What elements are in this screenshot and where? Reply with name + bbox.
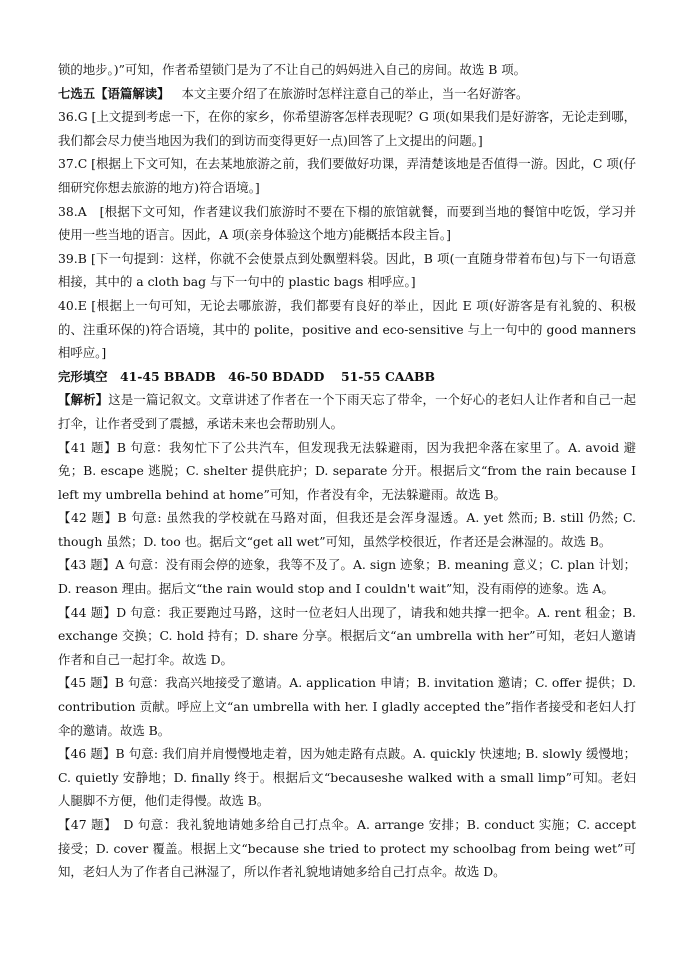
paragraph-q43 [58,553,636,600]
paragraph-text: 40.E [根据上一句可知，无论去哪旅游，我们都要有良好的举止，因此 E 项(好游客是有礼貌的、积极的、注重环保的)符合语境，其中的 polite，positive and eco-sensitive 与上一句中的 good manners 相呼应。] [58,297,636,361]
paragraph-q37 [58,152,636,199]
paragraph-qixuan-header [58,82,636,106]
analysis-label: 【解析】 [58,392,109,408]
paragraph-q47 [58,813,636,884]
paragraph-text: 【44 题】D 句意：我正要跑过马路，这时一位老妇人出现了，请我和她共撑一把伞。A. rent 租金；B. exchange 交换；C. hold 持有；D. share 分享。根据后文“an umbrella with her”可知，老妇人邀请作者和自己一起打伞。故选 D。 [58,604,636,667]
paragraph-intro-tail [58,58,636,82]
paragraph-q41 [58,436,636,507]
paragraph-text: 【46 题】B 句意: 我们肩并肩慢慢地走着，因为她走路有点跛。A. quickly 快速地; B. slowly 缓慢地；C. quietly 安静地；D. finally 终于。根据后文“becauseshe walked with a small limp”可知。老妇人腿脚不方便，他们走得慢。故选 B。 [58,746,636,809]
answer-key-page [58,58,636,884]
paragraph-q38 [58,200,636,247]
paragraph-q40 [58,294,636,365]
paragraph-text: 39.B [下一句提到：这样，你就不会使景点到处飘塑料袋。因此，B 项(一直随身带着布包)与下一句语意相接，其中的 a cloth bag 与下一句中的 plastic bags 相呼应。] [58,250,636,290]
paragraph-text: 【42 题】B 句意: 虽然我的学校就在马路对面，但我还是会浑身湿透。A. yet 然而; B. still 仍然; C. though 虽然；D. too 也。据后文“get all wet”可知，虽然学校很近，作者还是会淋湿的。故选 B。 [58,510,636,549]
paragraph-text: 36.G [上文提到考虑一下，在你的家乡，你希望游客怎样表现呢？G 项(如果我们是好游客，无论走到哪，我们都会尽力使当地因为我们的到访而变得更好一点)回答了上文提出的问题。] [58,109,636,148]
paragraph-q42 [58,506,636,553]
paragraph-analysis [58,388,636,435]
paragraph-q46 [58,742,636,813]
section-heading-cloze: 完形填空 41-45 BBADB 46-50 BDADD 51-55 CAABB [58,368,436,384]
paragraph-text: 37.C [根据上下文可知，在去某地旅游之前，我们要做好功课，弄清楚该地是否值得一游。因此，C 项(仔细研究你想去旅游的地方)符合语境。] [58,156,636,195]
paragraph-q39 [58,247,636,294]
paragraph-text: 【45 题】B 句意：我高兴地接受了邀请。A. application 申请；B. invitation 邀请；C. offer 提供；D. contribution 贡献。呼应上文“an umbrella with her. I gladly accepted the”指作者接受和老妇人打伞的邀请。故选 B。 [58,675,636,738]
paragraph-text: 【41 题】B 句意：我匆忙下了公共汽车，但发现我无法躲避雨，因为我把伞落在家里了。A. avoid 避免；B. escape 逃脱；C. shelter 提供庇护；D. separate 分开。根据后文“from the rain because I left my umbrella behind at home”可知，作者没有伞，无法躲避雨。故选 B。 [58,439,636,502]
paragraph-text: 【47 题】 D 句意：我礼貌地请她多给自己打点伞。A. arrange 安排；B. conduct 实施；C. accept 接受；D. cover 覆盖。根据上文“because she tried to protect my schoolbag from being wet”可知，老妇人为了作者自己淋湿了，所以作者礼貌地请她多给自己打点伞。故选 D。 [58,817,636,880]
paragraph-cloze-header [58,365,636,389]
paragraph-text: 38.A [根据下文可知，作者建议我们旅游时不要在下榻的旅馆就餐，而要到当地的餐馆中吃饭，学习并使用一些当地的语言。因此，A 项(亲身体验这个地方)能概括本段主旨。] [58,203,636,243]
paragraph-q45 [58,671,636,742]
paragraph-text: 【43 题】A 句意：没有雨会停的迹象，我等不及了。A. sign 迹象；B. meaning 意义；C. plan 计划；D. reason 理由。据后文“the rain would stop and I couldn't wait”知，没有雨停的迹象。选 A。 [58,557,636,597]
paragraph-q36 [58,105,636,152]
paragraph-text: 本文主要介绍了在旅游时怎样注意自己的举止，当一名好游客。 [181,85,529,101]
paragraph-text: 这是一篇记叙文。文章讲述了作者在一个下雨天忘了带伞，一个好心的老妇人让作者和自己一起打伞，让作者受到了震撼，承诺未来也会帮助别人。 [58,392,637,431]
paragraph-text: 锁的地步。)”可知，作者希望锁门是为了不让自己的妈妈进入自己的房间。故选 B 项。 [58,62,527,77]
section-heading-qixuan: 七选五【语篇解读】 [58,85,170,101]
paragraph-q44 [58,601,636,672]
